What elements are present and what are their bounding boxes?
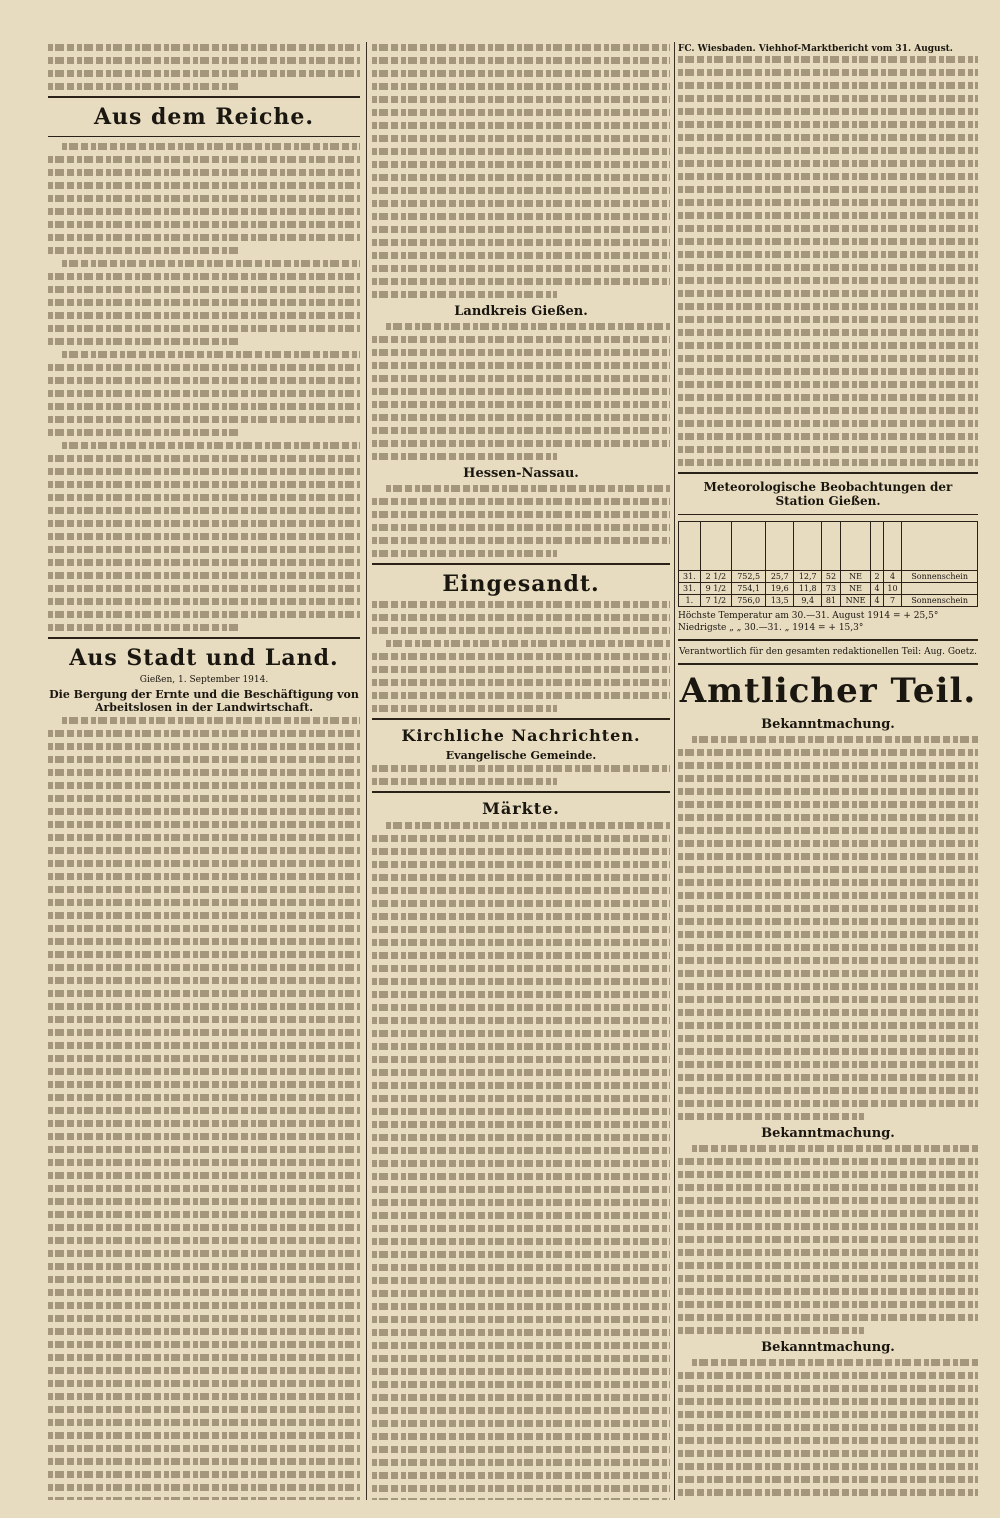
heading-bekanntmachung: Bekanntmachung. [761,1126,895,1141]
weather-cell: 4 [871,595,883,607]
weather-cell: 756,0 [732,595,766,607]
illegible-text [372,44,670,298]
illegible-text [678,56,978,466]
weather-row [679,595,978,607]
weather-cell: 11,8 [794,583,822,595]
weather-cell: Sonnenschein [902,571,978,583]
illegible-text [678,1145,978,1334]
weather-table [678,521,978,607]
heading-reich: Aus dem Reiche. [93,104,315,130]
illegible-text [678,1359,978,1500]
weather-cell: 754,1 [732,583,766,595]
weather-cell: 752,5 [732,571,766,583]
column-1 [48,42,360,1500]
illegible-text [678,736,978,1120]
weather-cell: 9 1/2 [700,583,731,595]
illegible-text [372,601,670,712]
weather-cell: 81 [822,595,841,607]
weather-cell: 2 [871,571,883,583]
weather-cell [902,583,978,595]
weather-cell: 31. [679,571,701,583]
illegible-text [372,323,670,460]
editor-line: Verantwortlich für den gesamten redaktionellen Teil: Aug. Goetz. [678,647,977,657]
column-rule [674,42,675,1500]
illegible-text [48,143,360,631]
heading-meteo: Meteorologische Beobachtungen der Station Gießen. [703,480,953,508]
weather-cell: NE [840,571,870,583]
church-sub: Evangelische Gemeinde. [445,749,597,762]
weather-cell: 12,7 [794,571,822,583]
weather-cell: 7 1/2 [700,595,731,607]
weather-cell: NE [840,583,870,595]
weather-cell: 9,4 [794,595,822,607]
weather-row [679,583,978,595]
weather-cell: 4 [883,571,902,583]
weather-cell: 25,7 [766,571,794,583]
column-3 [678,42,978,1500]
dateline: Gießen, 1. September 1914. [139,675,269,685]
min-temperature: Niedrigste „ „ 30.—31. „ 1914 = + 15,3° [678,623,864,633]
heading-bekanntmachung: Bekanntmachung. [761,1340,895,1355]
illegible-text [48,717,360,1500]
illegible-text [372,485,670,557]
weather-cell: 1. [679,595,701,607]
market-report-title: FC. Wiesbaden. Viehhof-Marktbericht vom 31. August. [678,44,953,54]
heading-maerkte: Märkte. [482,799,560,818]
weather-cell: 73 [822,583,841,595]
weather-cell: 10 [883,583,902,595]
weather-cell: 4 [871,583,883,595]
heading-stadt: Aus Stadt und Land. [69,645,339,671]
weather-cell: 13,5 [766,595,794,607]
weather-cell: 2 1/2 [700,571,731,583]
weather-row [679,571,978,583]
max-temperature: Höchste Temperatur am 30.—31. August 1914 = + 25,5° [678,611,939,621]
heading-amtlich: Amtlicher Teil. [679,671,977,711]
illegible-text [48,44,360,90]
weather-cell: 52 [822,571,841,583]
weather-cell: 19,6 [766,583,794,595]
heading-bekanntmachung: Bekanntmachung. [761,717,895,732]
weather-cell: 7 [883,595,902,607]
weather-cell: Sonnenschein [902,595,978,607]
heading-eingesandt: Eingesandt. [442,571,600,597]
column-2 [372,42,670,1500]
weather-cell: 31. [679,583,701,595]
weather-cell: NNE [840,595,870,607]
heading-kirchlich: Kirchliche Nachrichten. [401,726,641,745]
heading-hessen: Hessen-Nassau. [463,466,579,481]
article-title: Die Bergung der Ernte und die Beschäftigung von Arbeitslosen in der Landwirtschaft. [49,688,359,714]
heading-landkreis: Landkreis Gießen. [454,304,588,319]
column-rule [366,42,367,1500]
illegible-text [372,822,670,1500]
illegible-text [372,765,670,785]
